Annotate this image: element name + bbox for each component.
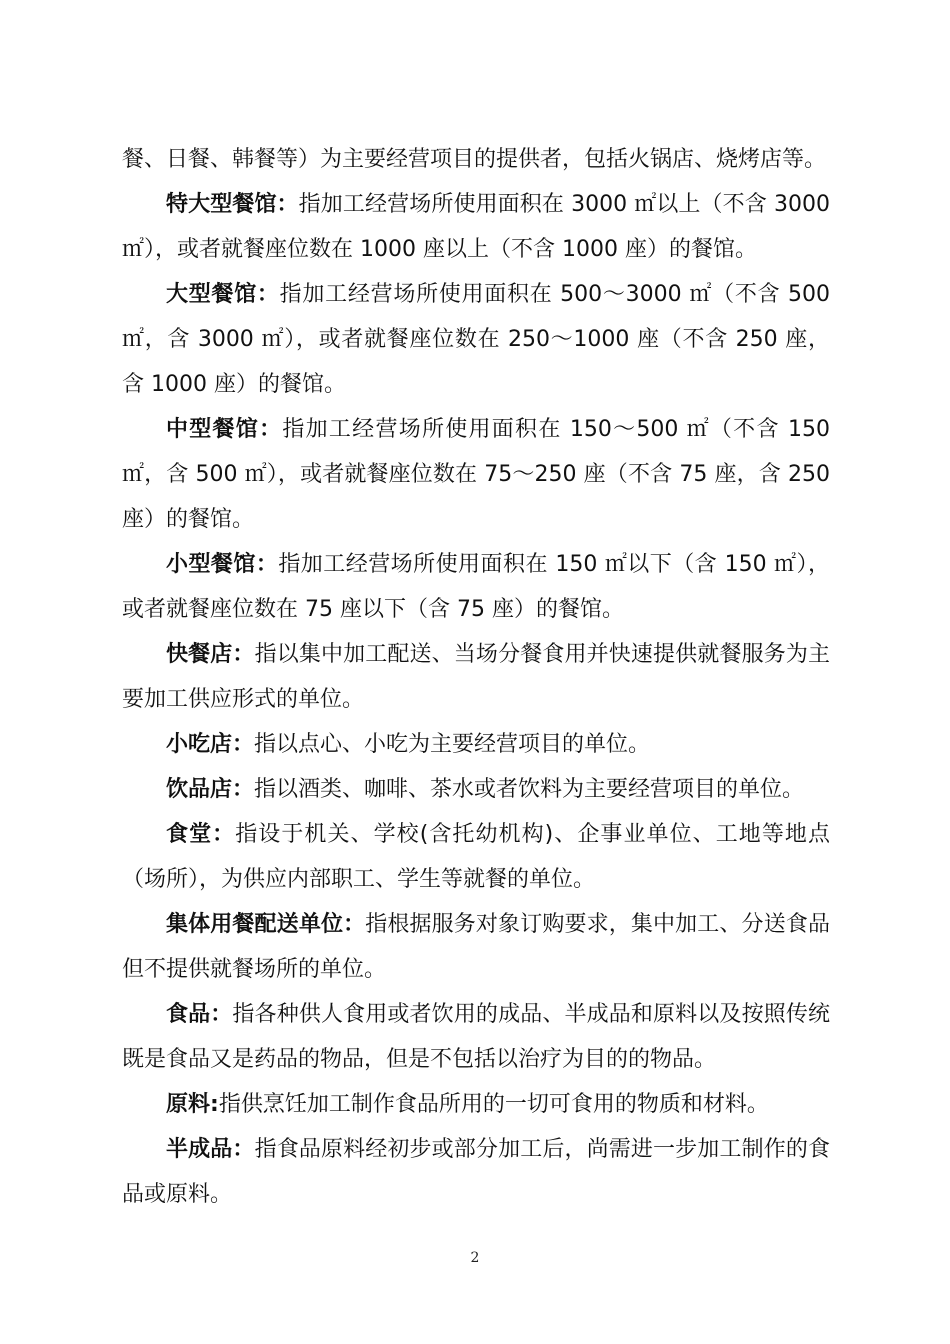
page-number: 2	[470, 1250, 480, 1266]
definition-food	[122, 992, 830, 1082]
definition-raw-material	[122, 1082, 830, 1127]
definition-medium-restaurant	[122, 407, 830, 542]
definition-text: 指加工经营场所使用面积在 500～3000 ㎡（不含 500 ㎡，含 3000 ㎡），或者就餐座位数在 250～1000 座（不含 250 座，含 1000 座）的餐馆。	[122, 282, 830, 397]
definition-text: 指供烹饪加工制作食品所用的一切可食用的物质和材料。	[218, 1092, 769, 1117]
continuation-paragraph: 餐、日餐、韩餐等）为主要经营项目的提供者，包括火锅店、烧烤店等。	[122, 147, 827, 172]
definition-term: 大型餐馆：	[166, 282, 280, 307]
definition-term: 食品：	[166, 1002, 233, 1027]
definition-term: 半成品：	[166, 1137, 255, 1162]
definition-term: 中型餐馆：	[166, 417, 283, 442]
definition-snack-shop	[122, 722, 830, 767]
definition-term: 集体用餐配送单位：	[166, 912, 366, 937]
definition-term: 特大型餐馆：	[166, 192, 299, 217]
definition-term: 小吃店：	[166, 732, 255, 757]
definition-fast-food	[122, 632, 830, 722]
definition-text: 指设于机关、学校(含托幼机构)、企事业单位、工地等地点（场所），为供应内部职工、学生等就餐的单位。	[122, 822, 830, 892]
definition-large-restaurant	[122, 272, 830, 407]
definition-term: 原料:	[166, 1092, 219, 1117]
definition-term: 小型餐馆：	[166, 552, 279, 577]
document-body	[122, 137, 830, 1217]
definition-text: 指食品原料经初步或部分加工后，尚需进一步加工制作的食品或原料。	[122, 1137, 830, 1207]
definition-extra-large-restaurant	[122, 182, 830, 272]
definition-text: 指加工经营场所使用面积在 3000 ㎡以上（不含 3000 ㎡），或者就餐座位数在 1000 座以上（不含 1000 座）的餐馆。	[122, 192, 830, 262]
definition-text: 指以集中加工配送、当场分餐食用并快速提供就餐服务为主要加工供应形式的单位。	[122, 642, 830, 712]
definition-text: 指加工经营场所使用面积在 150 ㎡以下（含 150 ㎡），或者就餐座位数在 75 座以下（含 75 座）的餐馆。	[122, 552, 830, 622]
definition-term: 食堂：	[166, 822, 236, 847]
definition-text: 指以酒类、咖啡、茶水或者饮料为主要经营项目的单位。	[254, 777, 805, 802]
definition-beverage-shop	[122, 767, 830, 812]
definition-small-restaurant	[122, 542, 830, 632]
definition-text: 指以点心、小吃为主要经营项目的单位。	[254, 732, 651, 757]
definition-text: 指加工经营场所使用面积在 150～500 ㎡（不含 150 ㎡，含 500 ㎡），或者就餐座位数在 75～250 座（不含 75 座，含 250 座）的餐馆。	[122, 417, 830, 532]
definition-catering-delivery	[122, 902, 830, 992]
definition-canteen	[122, 812, 830, 902]
definition-semi-finished	[122, 1127, 830, 1217]
definition-term: 快餐店：	[166, 642, 255, 667]
definition-text: 指各种供人食用或者饮用的成品、半成品和原料以及按照传统既是食品又是药品的物品，但是不包括以治疗为目的的物品。	[122, 1002, 830, 1072]
definition-text: 指根据服务对象订购要求，集中加工、分送食品但不提供就餐场所的单位。	[122, 912, 830, 982]
definition-term: 饮品店：	[166, 777, 255, 802]
